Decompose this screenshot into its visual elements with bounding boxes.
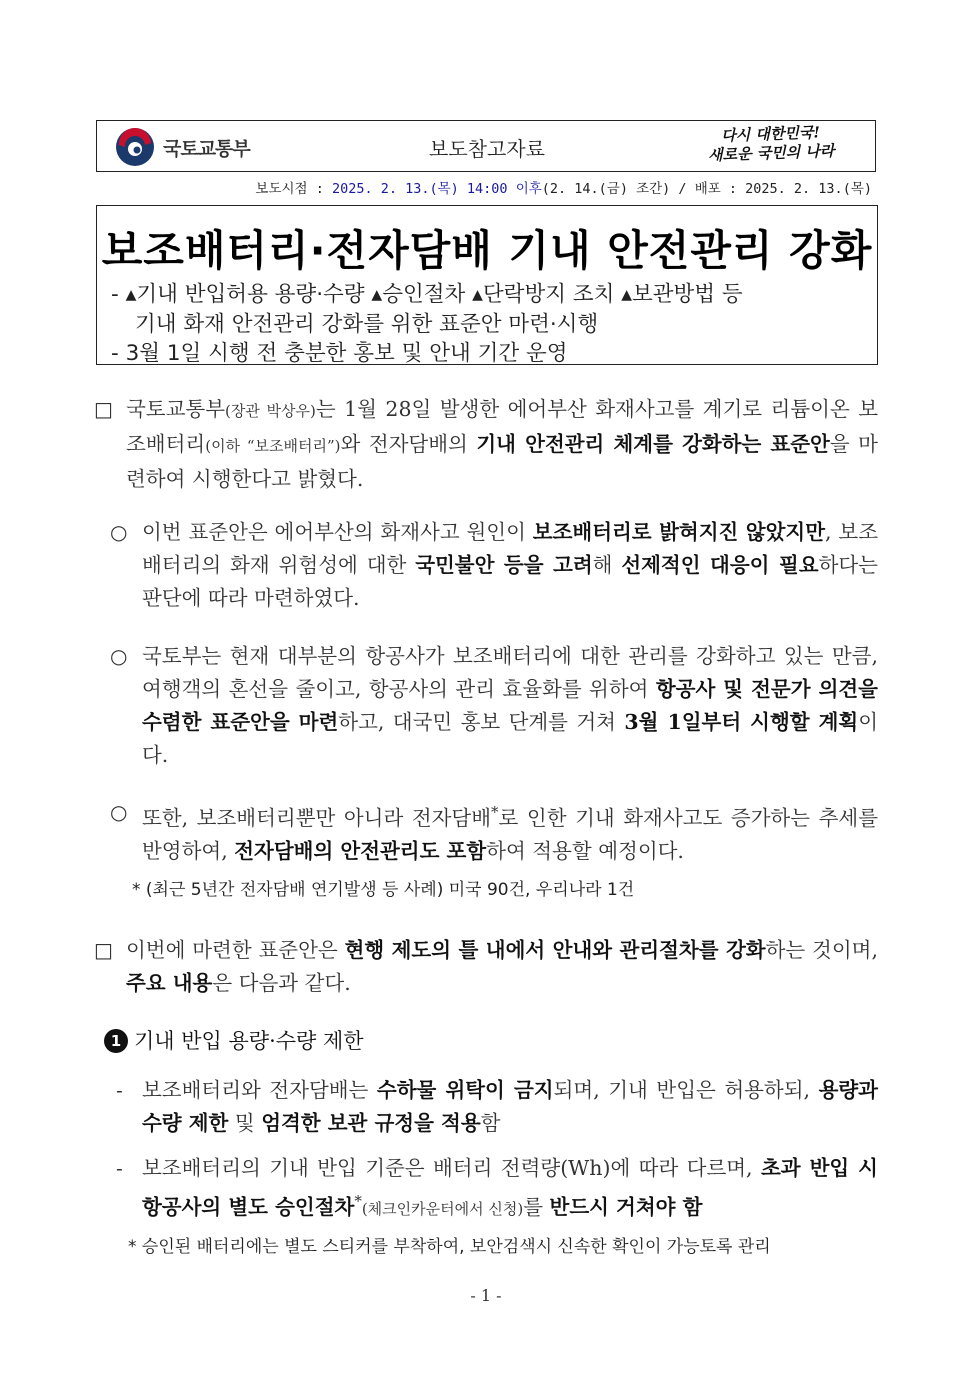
- org-name: 국토교통부: [163, 138, 250, 160]
- release-info: [255, 177, 872, 197]
- square-bullet-icon: □: [94, 938, 113, 962]
- section-heading-1: 1 기내 반입 용량·수량 제한: [104, 1025, 364, 1055]
- detail-item-1: 보조배터리와 전자담배는 수하물 위탁이 금지되며, 기내 반입은 허용하되, 용량과 수량 제한 및 엄격한 보관 규정을 적용함: [142, 1078, 878, 1135]
- dash-bullet: -: [116, 1156, 123, 1180]
- square-bullet-icon: □: [94, 397, 113, 421]
- document-type: 보도참고자료: [429, 137, 545, 161]
- release-time: 2025. 2. 13.(목) 14:00 이후: [331, 181, 542, 197]
- paragraph-1: 국토교통부(장관 박상우)는 1월 28일 발생한 에어부산 화재사고를 계기로 리튬이온 보조배터리(이하 “보조배터리”)와 전자담배의 기내 안전관리 체계를 강화하는 표준안을 마련하여 시행한다고 밝혔다.: [126, 397, 878, 491]
- title-box: [96, 205, 878, 365]
- page-number: - 1 -: [470, 1286, 502, 1305]
- subheadline-3: - 3월 1일 시행 전 충분한 홍보 및 안내 기간 운영: [111, 341, 568, 366]
- paragraph-4: 또한, 보조배터리뿐만 아니라 전자담배*로 인한 기내 화재사고도 증가하는 추세를 반영하여, 전자담배의 안전관리도 포함하여 적용할 예정이다.: [142, 803, 878, 863]
- slogan-line-2: 새로운 국민의 나라: [707, 141, 835, 165]
- slogan-logo: [680, 122, 861, 172]
- distribution-date: (2. 14.(금) 조간) / 배포 : 2025. 2. 13.(목): [541, 181, 872, 197]
- slogan-line-1: 다시 대한민국!: [720, 123, 821, 145]
- footnote-2: * 승인된 배터리에는 별도 스티커를 부착하여, 보안검색시 신속한 확인이 가능토록 관리: [128, 1237, 771, 1257]
- circle-bullet-icon: ○: [110, 800, 128, 824]
- release-label: 보도시점 :: [255, 181, 332, 197]
- subheadline-2: 기내 화재 안전관리 강화를 위한 표준안 마련·시행: [135, 312, 599, 337]
- footnote-1: * (최근 5년간 전자담배 연기발생 등 사례) 미국 90건, 우리나라 1건: [132, 880, 635, 900]
- subheadline-1: - ▴기내 반입허용 용량·수량 ▴승인절차 ▴단락방지 조치 ▴보관방법 등: [111, 282, 743, 307]
- paragraph-2: 이번 표준안은 에어부산의 화재사고 원인이 보조배터리로 밝혀지진 않았지만, 보조배터리의 화재 위험성에 대한 국민불안 등을 고려해 선제적인 대응이 필요하다는 판단에 따라 마련하였다.: [142, 520, 879, 610]
- circle-bullet-icon: ○: [110, 644, 128, 668]
- dash-bullet: -: [116, 1078, 123, 1102]
- paragraph-3: 국토부는 현재 대부분의 항공사가 보조배터리에 대한 관리를 강화하고 있는 만큼, 여행객의 혼선을 줄이고, 항공사의 관리 효율화를 위하여 항공사 및 전문가 의견을 수렴한 표준안을 마련하고, 대국민 홍보 단계를 거쳐 3월 1일부터 시행할 계획이다.: [142, 644, 878, 767]
- paragraph-5: 이번에 마련한 표준안은 현행 제도의 틀 내에서 안내와 관리절차를 강화하는 것이며, 주요 내용은 다음과 같다.: [126, 938, 878, 995]
- section-number-icon: 1: [104, 1029, 128, 1053]
- header-box: [96, 120, 876, 172]
- headline: 보조배터리·전자담배 기내 안전관리 강화: [101, 226, 873, 275]
- detail-item-2: 보조배터리의 기내 반입 기준은 배터리 전력량(Wh)에 따라 다르며, 초과 반입 시 항공사의 별도 승인절차*(체크인카운터에서 신청)를 반드시 거쳐야 함: [142, 1156, 878, 1219]
- circle-bullet-icon: ○: [110, 520, 128, 544]
